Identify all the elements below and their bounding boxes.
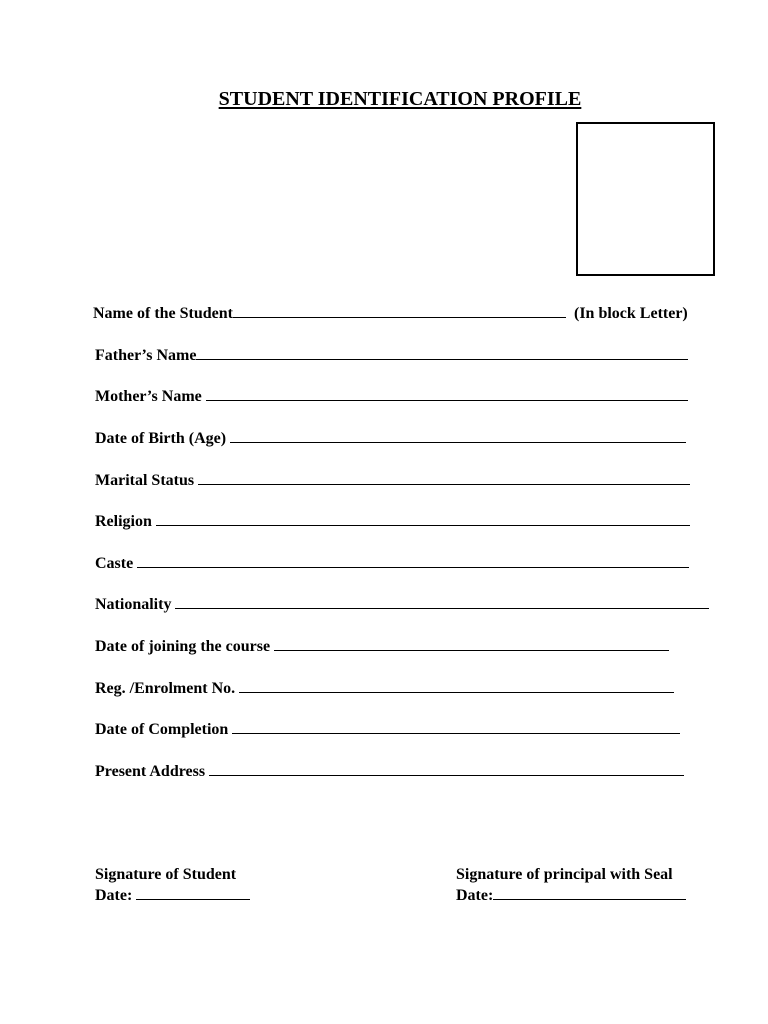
date-of-birth-input-line[interactable] — [230, 427, 686, 443]
field-student-name — [93, 302, 688, 324]
field-marital-status — [95, 469, 690, 491]
document-title: STUDENT IDENTIFICATION PROFILE — [218, 88, 582, 110]
nationality-input-line[interactable] — [175, 593, 709, 609]
field-label: Reg. /Enrolment No. — [95, 680, 236, 697]
photo-box — [576, 122, 715, 276]
student-signature-block — [95, 864, 250, 906]
field-label: Date of Birth (Age) — [95, 430, 227, 447]
student-date-input-line[interactable] — [136, 885, 250, 900]
field-caste — [95, 552, 689, 574]
father-name-input-line[interactable] — [196, 344, 688, 360]
field-date-of-birth — [95, 427, 686, 449]
marital-status-input-line[interactable] — [198, 469, 690, 485]
field-date-of-joining — [95, 635, 669, 657]
present-address-input-line[interactable] — [209, 760, 684, 776]
field-nationality — [95, 593, 709, 615]
field-father-name — [95, 344, 688, 366]
field-label: Mother’s Name — [95, 388, 202, 405]
date-of-joining-input-line[interactable] — [274, 635, 669, 651]
field-label: Father’s Name — [95, 347, 197, 364]
caste-input-line[interactable] — [137, 552, 689, 568]
student-name-input-line[interactable] — [233, 302, 566, 318]
mother-name-input-line[interactable] — [206, 385, 688, 401]
field-reg-enrolment — [95, 677, 674, 699]
principal-date-input-line[interactable] — [493, 885, 686, 900]
principal-date-row — [456, 885, 686, 906]
principal-signature-block — [456, 864, 686, 906]
field-label: Caste — [95, 555, 134, 572]
field-present-address — [95, 760, 684, 782]
field-date-of-completion — [95, 718, 680, 740]
field-label: Date of joining the course — [95, 638, 271, 655]
reg-enrolment-input-line[interactable] — [239, 677, 674, 693]
principal-signature-label: Signature of principal with Seal — [456, 866, 673, 883]
student-signature-label: Signature of Student — [95, 866, 237, 883]
field-religion — [95, 510, 690, 532]
date-of-completion-input-line[interactable] — [232, 718, 680, 734]
student-date-label: Date: — [95, 887, 133, 904]
principal-date-label: Date: — [456, 887, 494, 904]
field-label: Date of Completion — [95, 721, 229, 738]
field-label: Name of the Student — [93, 305, 233, 322]
field-label: Nationality — [95, 596, 172, 613]
student-date-row — [95, 885, 250, 906]
field-label: Religion — [95, 513, 152, 530]
religion-input-line[interactable] — [156, 510, 690, 526]
field-label: Marital Status — [95, 472, 195, 489]
field-mother-name — [95, 385, 688, 407]
field-label: Present Address — [95, 763, 206, 780]
field-suffix: (In block Letter) — [574, 305, 688, 322]
